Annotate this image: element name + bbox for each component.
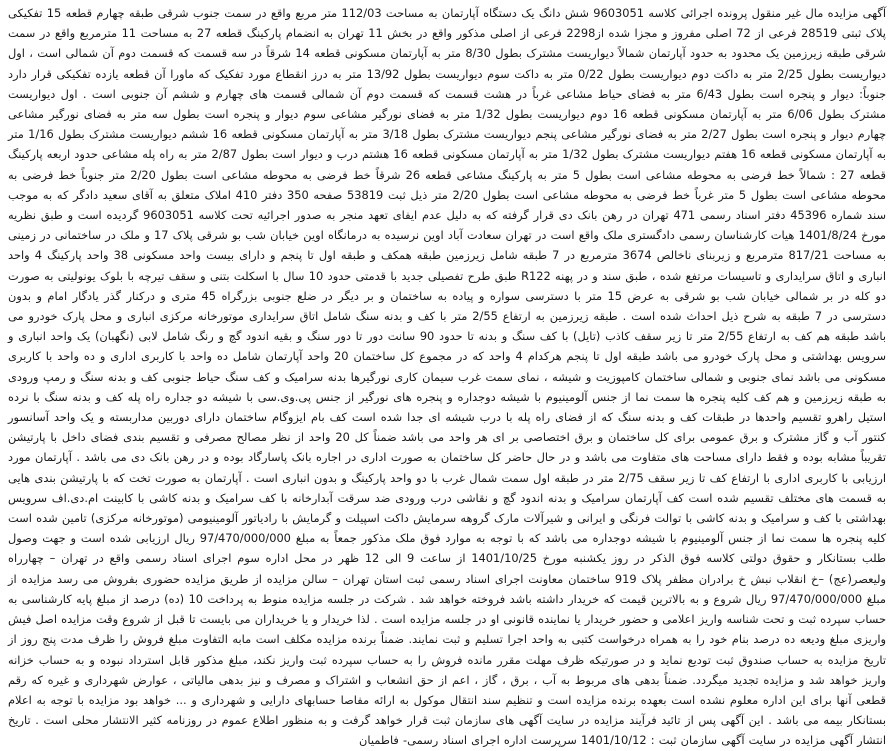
auction-notice-body: آگهی مزایده مال غیر منقول پرونده اجرائی کلاسه 9603051 شش دانگ یک دستگاه آپارتمان به مساحت 112/03 متر مربع واقع در سمت جنوب شرقی طبقه چهارم قطعه 15 تفکیکی پلاک ثبتی 28519 فرعی از 72 اصلی مفروز و مجزا شده از2298 فرعی از اصلی مذکور واقع در بخش 11 تهران به انضمام پارکینگ قطعه 27 به مساحت 11 مترمربع واقع در سمت شرقی طبقه زیرزمین یک محدود به حدود آپارتمان شمالاً دیواریست مشترک بطول 8/30 متر به آپارتمان مسکونی قطعه 14 شرقاً در سه قسمت که قسمت دوم آن شمالی است ، اول دیواریست بطول 2/25 متر به داکت دوم دیواریست بطول 0/22 متر به داکت سوم دیواریست بطول 13/92 متر به درز انقطاع مورد تفکیک که ماورا آن قطعه یازده تفکیکی قرار دارد جنوباً: دیوار و پنجره است بطول 6/43 متر به فضای حیاط مشاعی غرباً در هشت قسمت که قسمت دوم آن شمالی قسمت های چهارم و ششم آن جنوبی است . اول دیواریست مشترک بطول 6/06 متر به آپارتمان مسکونی قطعه 16 دوم دیواریست بطول 1/32 متر به فضای نورگیر مشاعی سوم دیوار و پنجره است بطول سه متر به فضای نورگیر مشاعی چهارم دیوار و پنجره است بطول 2/27 متر به فضای نورگیر مشاعی پنجم دیواریست مشترک بطول 3/18 متر به آپارتمان مسکونی قطعه 16 ششم دیواریست مشترک بطول 1/16 متر به آپارتمان مسکونی قطعه 16 هفتم دیواریست مشترک بطول 1/32 متر به آپارتمان مسکونی قطعه 16 هشتم درب و دیوار است بطول 2/87 متر به راه پله مشاعی حدود اربعه پارکینگ قطعه 27 : شمالاً خط فرضی به محوطه مشاعی است بطول 5 متر به پارکینگ مشاعی قطعه 26 شرقاً خط فرضی به محوطه مشاعی است بطول 2/20 متر جنوباً خط فرضی به محوطه مشاعی است بطول 5 متر غرباً خط فرضی به محوطه مشاعی است بطول 2/20 متر ذیل ثبت 53819 صفحه 350 دفتر 410 املاک متعلق به آقای سعید دادگر که به موجب سند شماره 45396 دفتر اسناد رسمی 471 تهران در رهن بانک دی قرار گرفته که به دلیل عدم ایفای تعهد منجر به صدور اجرائیه تحت کلاسه 9603051 گردیده است و طبق نظریه مورخ 1401/8/24 هیات کارشناسان رسمی دادگستری ملک واقع است در تهران سعادت آباد اوین نرسیده به درمانگاه اوین خیابان شب بو شرقی پلاک 17 و ملک در ساختمانی در زمینی به مساحت 817/21 مترمربع و زیربنای ناخالص 3674 مترمربع در 7 طبقه شامل زیرزمین طبقه همکف و طبقه اول تا پنجم و دارای بیست واحد مسکونی 38 واحد پارکینگ 4 واحد انباری و اتاق سرایداری و تاسیسات مرتفع شده ، طبق سند و در پهنه R122 طبق طرح تفصیلی جدید با قدمتی حدود 10 سال با اسکلت بتنی و سقف تیرچه با بلوک یونولیتی به صورت دو کله در بر شمالی خیابان شب بو شرقی به عرض 15 متر با دسترسی سواره و پیاده به ساختمان و بر دیگر در ضلع جنوبی بزرگراه 45 متری و درکنار گذر یادگار امام و بدون دسترسی در 7 طبقه به شرح ذیل احداث شده است . طبقه زیرزمین به ارتفاع 2/55 متر با کف و بدنه سنگ شامل اتاق سرایداری موتورخانه مرکزی انباری و محل پارک خودرو می باشد طبقه هم کف به ارتفاع 2/55 متر تا زیر سقف کاذب (تایل) با کف سنگ و بدنه تا حدود 90 سانت دور تا دور سنگ و بقیه اندود گچ و رنگ شامل لابی (نگهبان) یک واحد انباری و سرویس بهداشتی و محل پارک خودرو می باشد طبقه اول تا پنجم هرکدام 4 واحد که در مجموع کل ساختمان 20 واحد آپارتمان شامل ده واحد با کاربری اداری و ده واحد با کاربری مسکونی می باشد نمای جنوبی و شمالی ساختمان کامپوزیت و شیشه ، نمای سمت غرب سیمان کاری نورگیرها بدنه سرامیک و کف سنگ حیاط جنوبی کف و بدنه سنگ و رمپ ورودی به طبقه زیرزمین و هم کف کلیه پنجره ها سمت نما از جنس آلومینیوم با شیشه دوجداره و پنجره های نورگیر از جنس پی.وی.سی با شیشه دو جداره راه پله کف و بدنه سنگ با نرده استیل راهرو تقسیم واحدها در طبقات کف و بدنه سنگ که از فضای راه پله با درب شیشه ای جدا شده است کف بام ایزوگام ساختمان دارای دوربین مداربسته و یک واحد آسانسور کنتور آب و گاز مشترک و برق عمومی برای کل ساختمان و برق اختصاصی بر ای هر واحد می باشد ضمناً کل 20 واحد از نظر مصالح مصرفی و تقسیم بندی فضای داخل با پارتیشن تقریباً مشابه بوده و فقط دارای مساحت های متفاوت می باشد و در حال حاضر کل ساختمان به صورت اداری در اجاره بانک پاسارگاد بوده و در رهن بانک دی می باشد . آپارتمان مورد ارزیابی با کاربری اداری با ارتفاع کف تا زیر سقف 2/75 متر در طبقه اول سمت شمال غرب با دو واحد پارکینگ و بدون انباری است . آپارتمان به صورت تخت که با پارتیشن بندی هایی به قسمت های مختلف تقسیم شده است کف آپارتمان سرامیک و بدنه اندود گچ و نقاشی درب ورودی ضد سرقت آبدارخانه با کف سرامیک و بدنه کاشی با کابینت ام.دی.اف سرویس بهداشتی با کف و سرامیک و بدنه کاشی با توالت فرنگی و ایرانی و شیرآلات مارک گروهه سرمایش داکت اسپیلت و گرمایش با رادیاتور آلومینیومی (موتورخانه مرکزی) تامین شده است کلیه پنجره ها سمت نما از جنس آلومینیوم با شیشه دوجداره می باشد که با توجه به موارد فوق ملک مذکور جمعاً به مبلغ 97/470/000/000 ریال ارزیابی شده است و جهت وصول طلب بستانکار و حقوق دولتی کلاسه فوق الذکر در روز یکشنبه مورخ 1401/10/25 از ساعت 9 الی 12 ظهر در محل اداره سوم اجرای اسناد رسمی واقع در تهران – چهارراه ولیعصر(عج) –خ انقلاب نبش خ برادران مظفر پلاک 919 ساختمان معاونت اجرای اسناد رسمی ثبت استان تهران – سالن مزایده از طریق مزایده حضوری بفروش می رسد مزایده از مبلغ 97/470/000/000 ریال شروع و به بالاترین قیمت که خریدار داشته باشد فروخته خواهد شد . شرکت در جلسه مزایده منوط به پرداخت 10 (ده) درصد از مبلغ پایه کارشناسی به حساب سپرده ثبت و تحت شناسه واریز اعلامی و حضور خریدار یا نماینده قانونی او در جلسه مزایده است . لذا خریدار و یا خریداران می بایست تا قبل از شروع وقت مزایده اصل فیش واریزی مبلغ ودیعه ده درصد بنام خود را به همراه درخواست کتبی به واحد اجرا تسلیم و ثبت نمایند. ضمناً برنده مزایده مکلف است مابه التفاوت مبلغ فروش را ظرف مدت پنج روز از تاریخ مزایده به حساب صندوق ثبت تودیع نماید و در صورتیکه ظرف مهلت مقرر مانده فروش را به حساب سپرده ثبت واریز نکند، مبلغ مذکور قابل استرداد نبوده و به حساب خزانه واریز خواهد شد و مزایده تجدید میگردد. ضمناً بدهی های مربوط به آب ، برق ، گاز ، اعم از حق انشعاب و اشتراک و مصرف و نیز بدهی مالیاتی ، عوارض شهرداری و غیره که رقم قطعی آنها برای این اداره معلوم نشده است بعهده برنده مزایده است و تنظیم سند انتقال موکول به ارائه مفاصا حسابهای دارایی و شهرداری و ... خواهد بود مزایده با توجه به اعلام بستانکار بیمه می باشد . این آگهی پس از تائید فرآیند مزایده در سایت آگهی های سازمان ثبت قرار خواهد گرفت و به منظور اطلاع عموم در روزنامه کثیر الانتشار محلی است . تاریخ انتشار آگهی مزایده در سایت آگهی سازمان ثبت : 1401/10/12 سرپرست اداره اجرای اسناد رسمی- فاطمیان xyxy=(8,6,887,748)
